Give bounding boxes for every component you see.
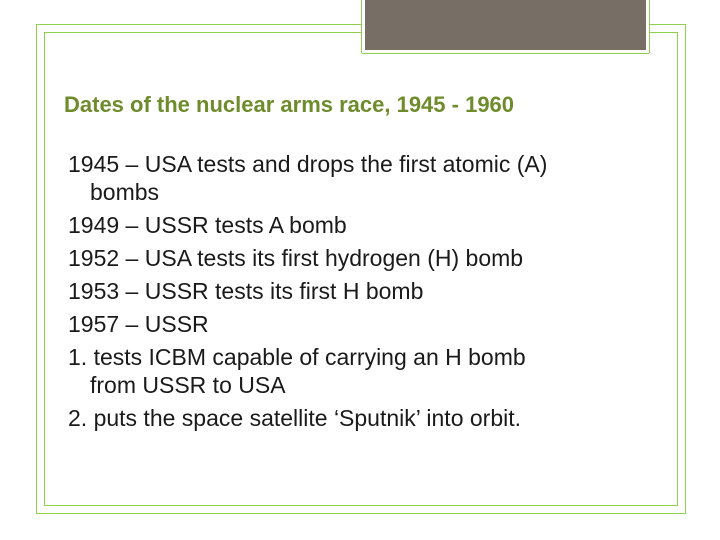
timeline-item-1945: [68, 150, 668, 206]
timeline-item-1952: [68, 244, 668, 272]
timeline-item-text: 2. puts the space satellite ‘Sputnik’ into orbit.: [68, 405, 522, 431]
accent-box: [362, 0, 649, 53]
timeline-item-continuation: bombs: [90, 179, 160, 205]
timeline-item-text: 1957 – USSR: [68, 311, 209, 337]
timeline-subitem-1: [68, 343, 668, 399]
timeline-item-text: 1952 – USA tests its first hydrogen (H) bomb: [68, 245, 524, 271]
timeline-item-1953: [68, 277, 668, 305]
timeline-item-text: 1953 – USSR tests its first H bomb: [68, 278, 424, 304]
timeline-item-1957: [68, 310, 668, 338]
timeline-subitem-2: [68, 404, 668, 432]
timeline-item-1949: [68, 211, 668, 239]
timeline-item-text: 1. tests ICBM capable of carrying an H bomb: [68, 344, 526, 370]
timeline-item-continuation: from USSR to USA: [90, 372, 286, 398]
timeline-item-text: 1945 – USA tests and drops the first atomic (A): [68, 151, 548, 177]
timeline-list: [68, 150, 668, 437]
timeline-item-text: 1949 – USSR tests A bomb: [68, 212, 347, 238]
slide-title: Dates of the nuclear arms race, 1945 - 1960: [64, 92, 515, 117]
